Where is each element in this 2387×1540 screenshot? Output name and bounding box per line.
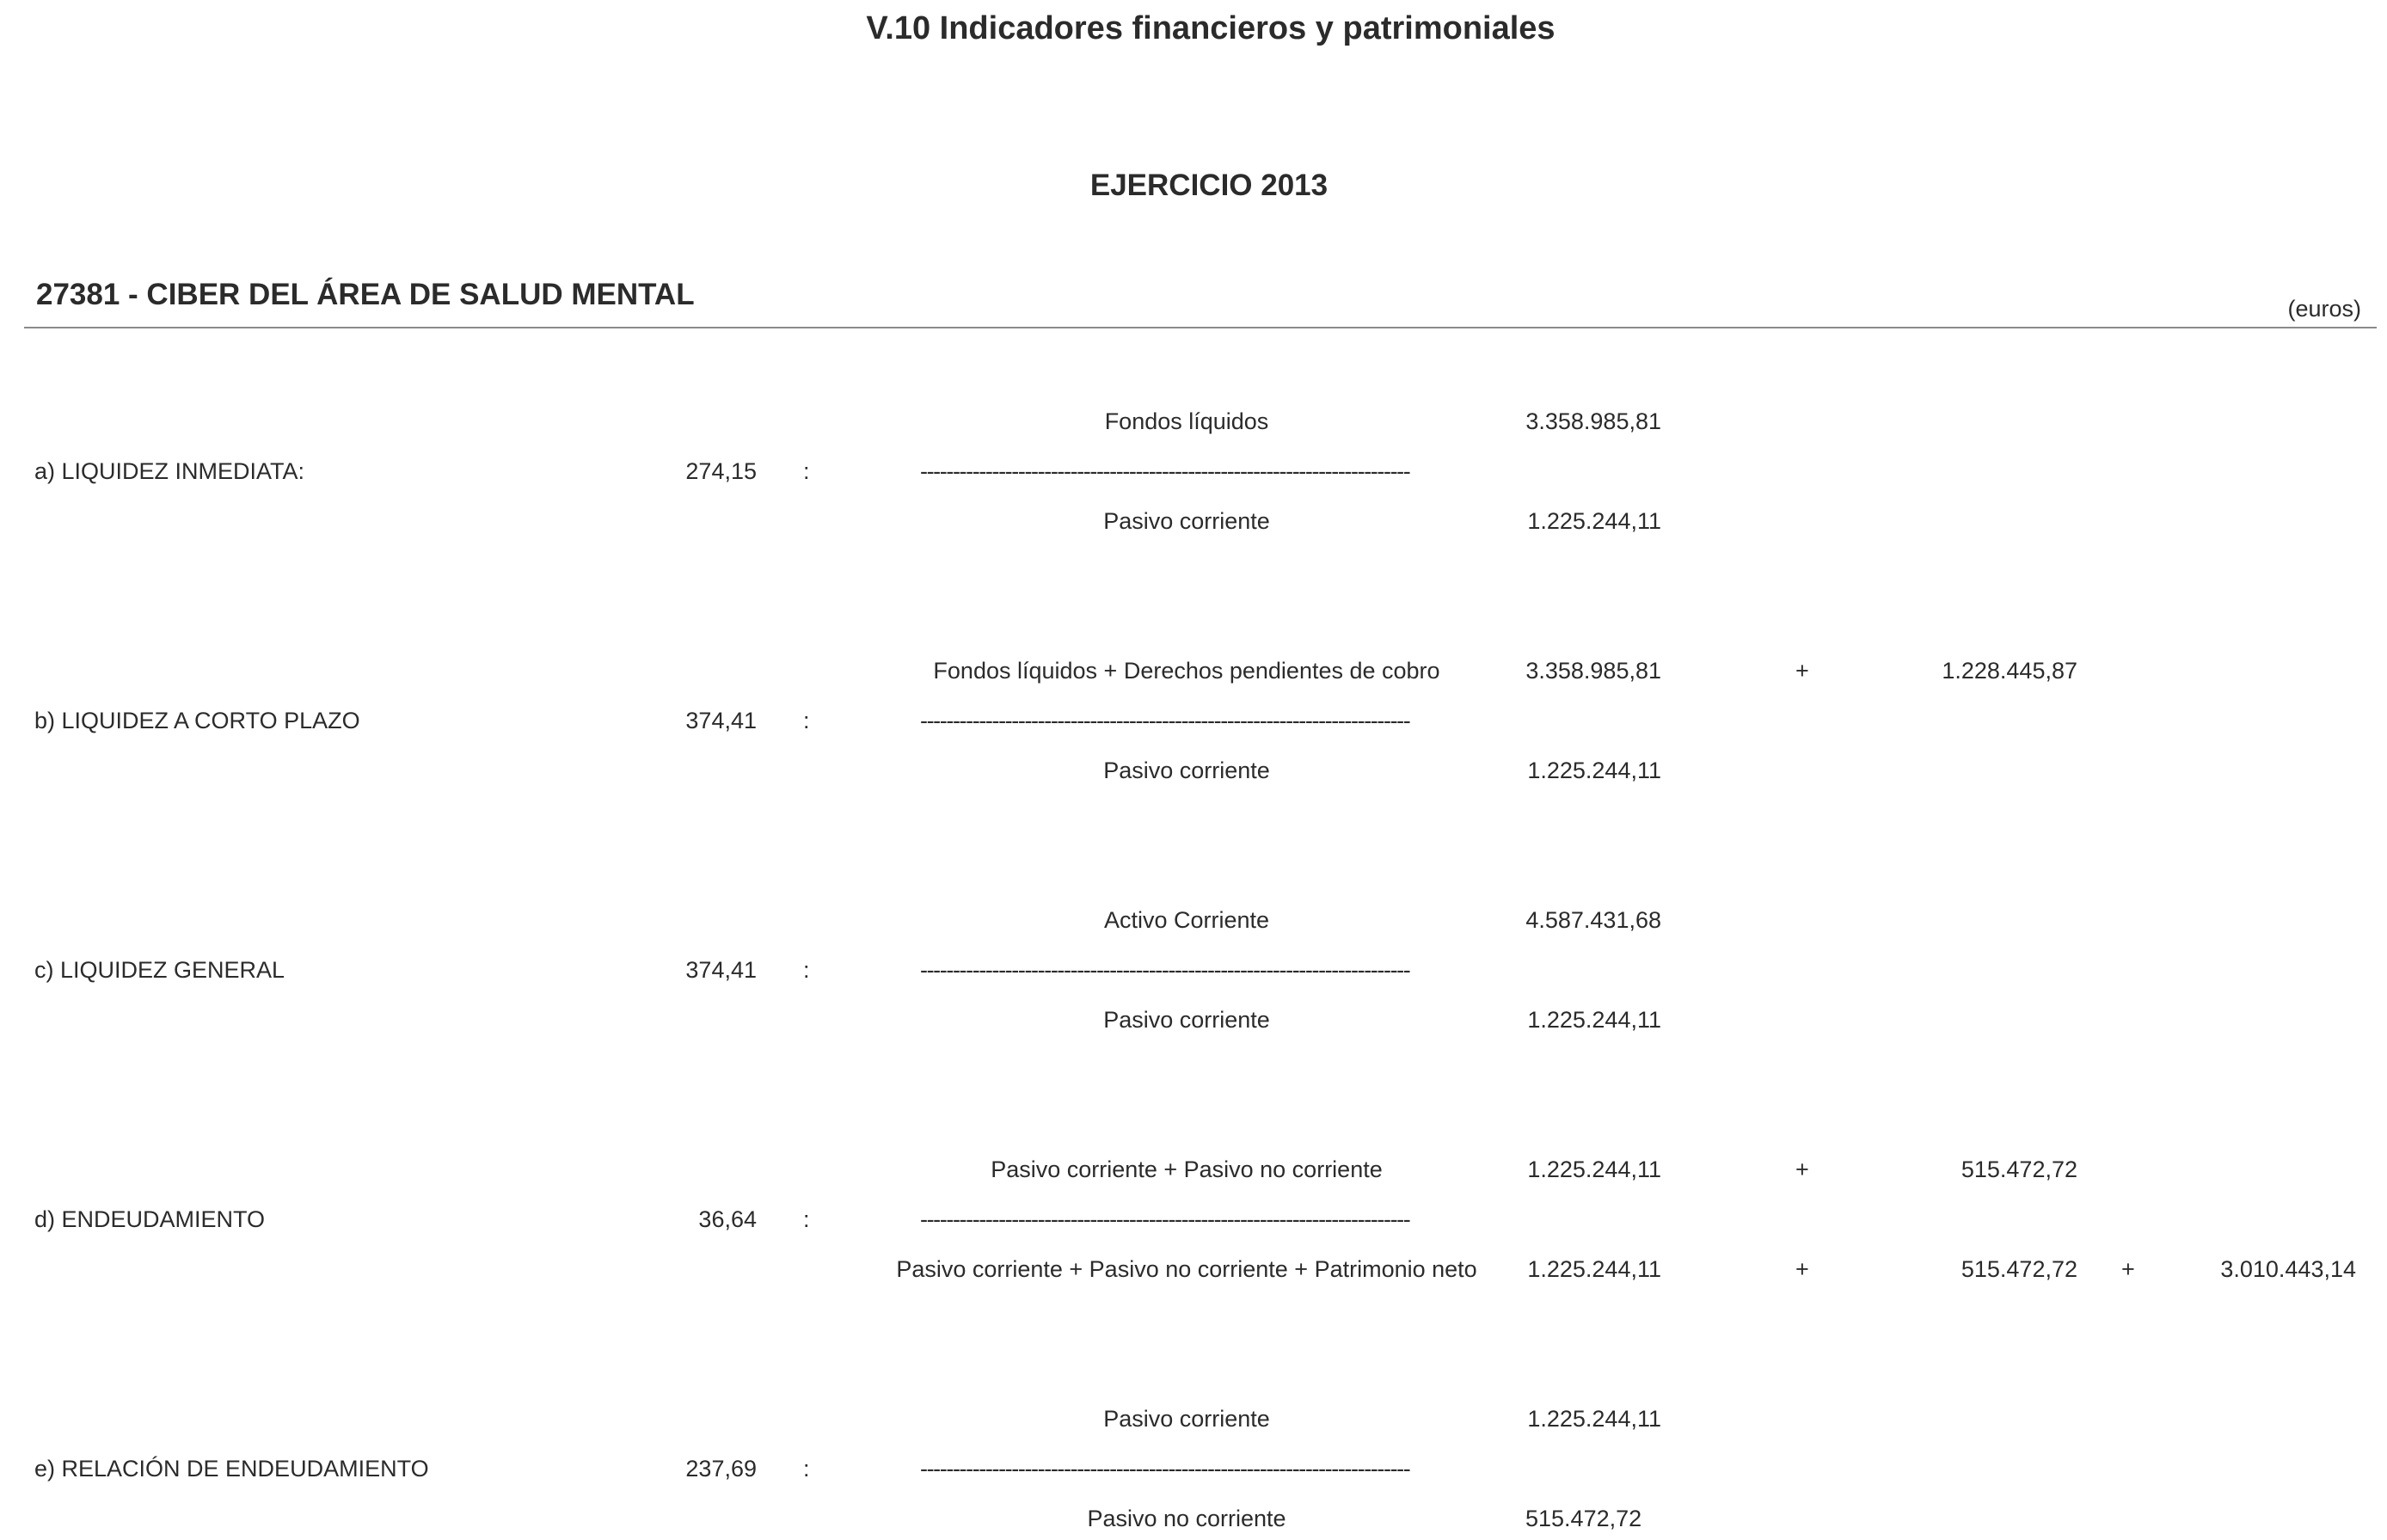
numerator-label: Activo Corriente: [1103, 907, 1270, 933]
fraction-line: ---------------------------------------------------------------------------: [920, 957, 1410, 983]
colon-separator: :: [803, 1206, 810, 1232]
numerator-value: 1.228.445,87: [1942, 658, 2077, 684]
indicator-label: d) ENDEUDAMIENTO: [34, 1206, 266, 1232]
denominator-value: 1.225.244,11: [1527, 1256, 1661, 1282]
plus-sign: +: [2121, 1256, 2135, 1282]
denominator-value: 515.472,72: [1961, 1256, 2077, 1282]
plus-sign: +: [1795, 1157, 1809, 1182]
numerator-label: Pasivo corriente: [1103, 1406, 1270, 1432]
fraction-line: ---------------------------------------------------------------------------: [920, 1456, 1410, 1482]
numerator-value: 1.225.244,11: [1527, 1157, 1661, 1182]
denominator-label: Pasivo corriente: [1103, 1007, 1270, 1033]
indicator-label: b) LIQUIDEZ A CORTO PLAZO: [34, 708, 360, 733]
denominator-value: 3.010.443,14: [2220, 1256, 2356, 1282]
fraction-line: ---------------------------------------------------------------------------: [920, 708, 1410, 733]
indicator-value: 237,69: [685, 1456, 757, 1482]
indicator-value: 36,64: [698, 1206, 757, 1232]
denominator-value: 1.225.244,11: [1527, 758, 1661, 783]
exercise-year: EJERCICIO 2013: [1089, 169, 1328, 202]
denominator-label: Pasivo corriente: [1103, 508, 1270, 534]
denominator-label: Pasivo corriente: [1103, 758, 1270, 783]
entity-heading: 27381 - CIBER DEL ÁREA DE SALUD MENTAL: [36, 278, 695, 311]
numerator-label: Fondos líquidos + Derechos pendientes de cobro: [933, 658, 1440, 684]
indicator-value: 374,41: [685, 708, 757, 733]
indicator-value: 374,41: [685, 957, 757, 983]
denominator-value: 1.225.244,11: [1527, 508, 1661, 534]
numerator-value: 515.472,72: [1961, 1157, 2077, 1182]
fraction-line: ---------------------------------------------------------------------------: [920, 1206, 1410, 1232]
denominator-label: Pasivo no corriente: [1087, 1506, 1286, 1531]
indicator-label: a) LIQUIDEZ INMEDIATA:: [34, 458, 305, 484]
indicator-label: c) LIQUIDEZ GENERAL: [34, 957, 285, 983]
units-label: (euros): [2287, 296, 2361, 322]
indicator-value: 274,15: [685, 458, 757, 484]
indicator-label: e) RELACIÓN DE ENDEUDAMIENTO: [34, 1456, 429, 1482]
numerator-label: Pasivo corriente + Pasivo no corriente: [991, 1157, 1383, 1182]
numerator-value: 3.358.985,81: [1525, 658, 1661, 684]
fraction-line: ---------------------------------------------------------------------------: [920, 458, 1410, 484]
numerator-value: 4.587.431,68: [1525, 907, 1661, 933]
plus-sign: +: [1795, 1256, 1809, 1282]
numerator-value: 3.358.985,81: [1525, 408, 1661, 434]
numerator-label: Fondos líquidos: [1104, 408, 1269, 434]
denominator-label: Pasivo corriente + Pasivo no corriente + Patrimonio neto: [896, 1256, 1477, 1282]
numerator-value: 1.225.244,11: [1527, 1406, 1661, 1432]
denominator-value: 515.472,72: [1525, 1506, 1642, 1531]
colon-separator: :: [803, 458, 810, 484]
plus-sign: +: [1795, 658, 1809, 684]
colon-separator: :: [803, 1456, 810, 1482]
header-divider: [24, 327, 2377, 328]
colon-separator: :: [803, 957, 810, 983]
denominator-value: 1.225.244,11: [1527, 1007, 1661, 1033]
page-title: V.10 Indicadores financieros y patrimoniales: [866, 10, 1556, 46]
colon-separator: :: [803, 708, 810, 733]
